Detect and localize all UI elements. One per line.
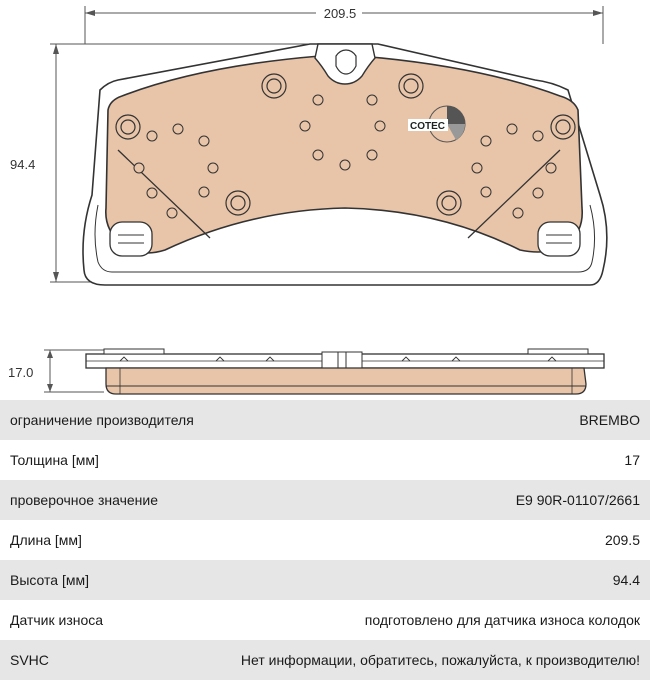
spec-value: BREMBO: [213, 400, 650, 440]
spec-row-svhc: [0, 640, 650, 680]
rivet-upper-right: [399, 74, 423, 98]
spec-value: подготовлено для датчика износа колодок: [213, 600, 650, 640]
spec-row-wear-sensor: [0, 600, 650, 640]
spec-label: Высота [мм]: [0, 560, 213, 600]
right-ear-cutout: [538, 222, 580, 256]
spec-row-test-mark: [0, 480, 650, 520]
spec-row-thickness: [0, 440, 650, 480]
spec-label: проверочное значение: [0, 480, 213, 520]
height-dimension-label: 94.4: [10, 157, 36, 172]
spec-label: ограничение производителя: [0, 400, 213, 440]
length-dimension-label: 209.5: [323, 6, 357, 21]
spec-value: 17: [213, 440, 650, 480]
spec-label: Длина [мм]: [0, 520, 213, 560]
rivet-upper-left: [262, 74, 286, 98]
spec-value: 94.4: [213, 560, 650, 600]
spec-value: E9 90R-01107/2661: [213, 480, 650, 520]
rivet-right-outer: [551, 115, 575, 139]
pad-side-view: [86, 349, 604, 394]
specifications-table: [0, 400, 650, 680]
spec-value: 209.5: [213, 520, 650, 560]
thickness-dimension-label: 17.0: [8, 365, 34, 380]
spec-value: Нет информации, обратитесь, пожалуйста, к производителю!: [213, 640, 650, 680]
spec-label: Толщина [мм]: [0, 440, 213, 480]
pad-front-view: [83, 44, 607, 285]
cotec-logo-text: COTEC: [410, 121, 445, 132]
side-friction-material: [106, 368, 586, 394]
spec-label: SVHC: [0, 640, 213, 680]
spec-row-length: [0, 520, 650, 560]
left-ear-cutout: [110, 222, 152, 256]
rivet-lower-left: [226, 191, 250, 215]
spec-row-manufacturer-restriction: [0, 400, 650, 440]
spec-label: Датчик износа: [0, 600, 213, 640]
rivet-lower-right: [437, 191, 461, 215]
spec-row-height: [0, 560, 650, 600]
rivet-left-outer: [116, 115, 140, 139]
